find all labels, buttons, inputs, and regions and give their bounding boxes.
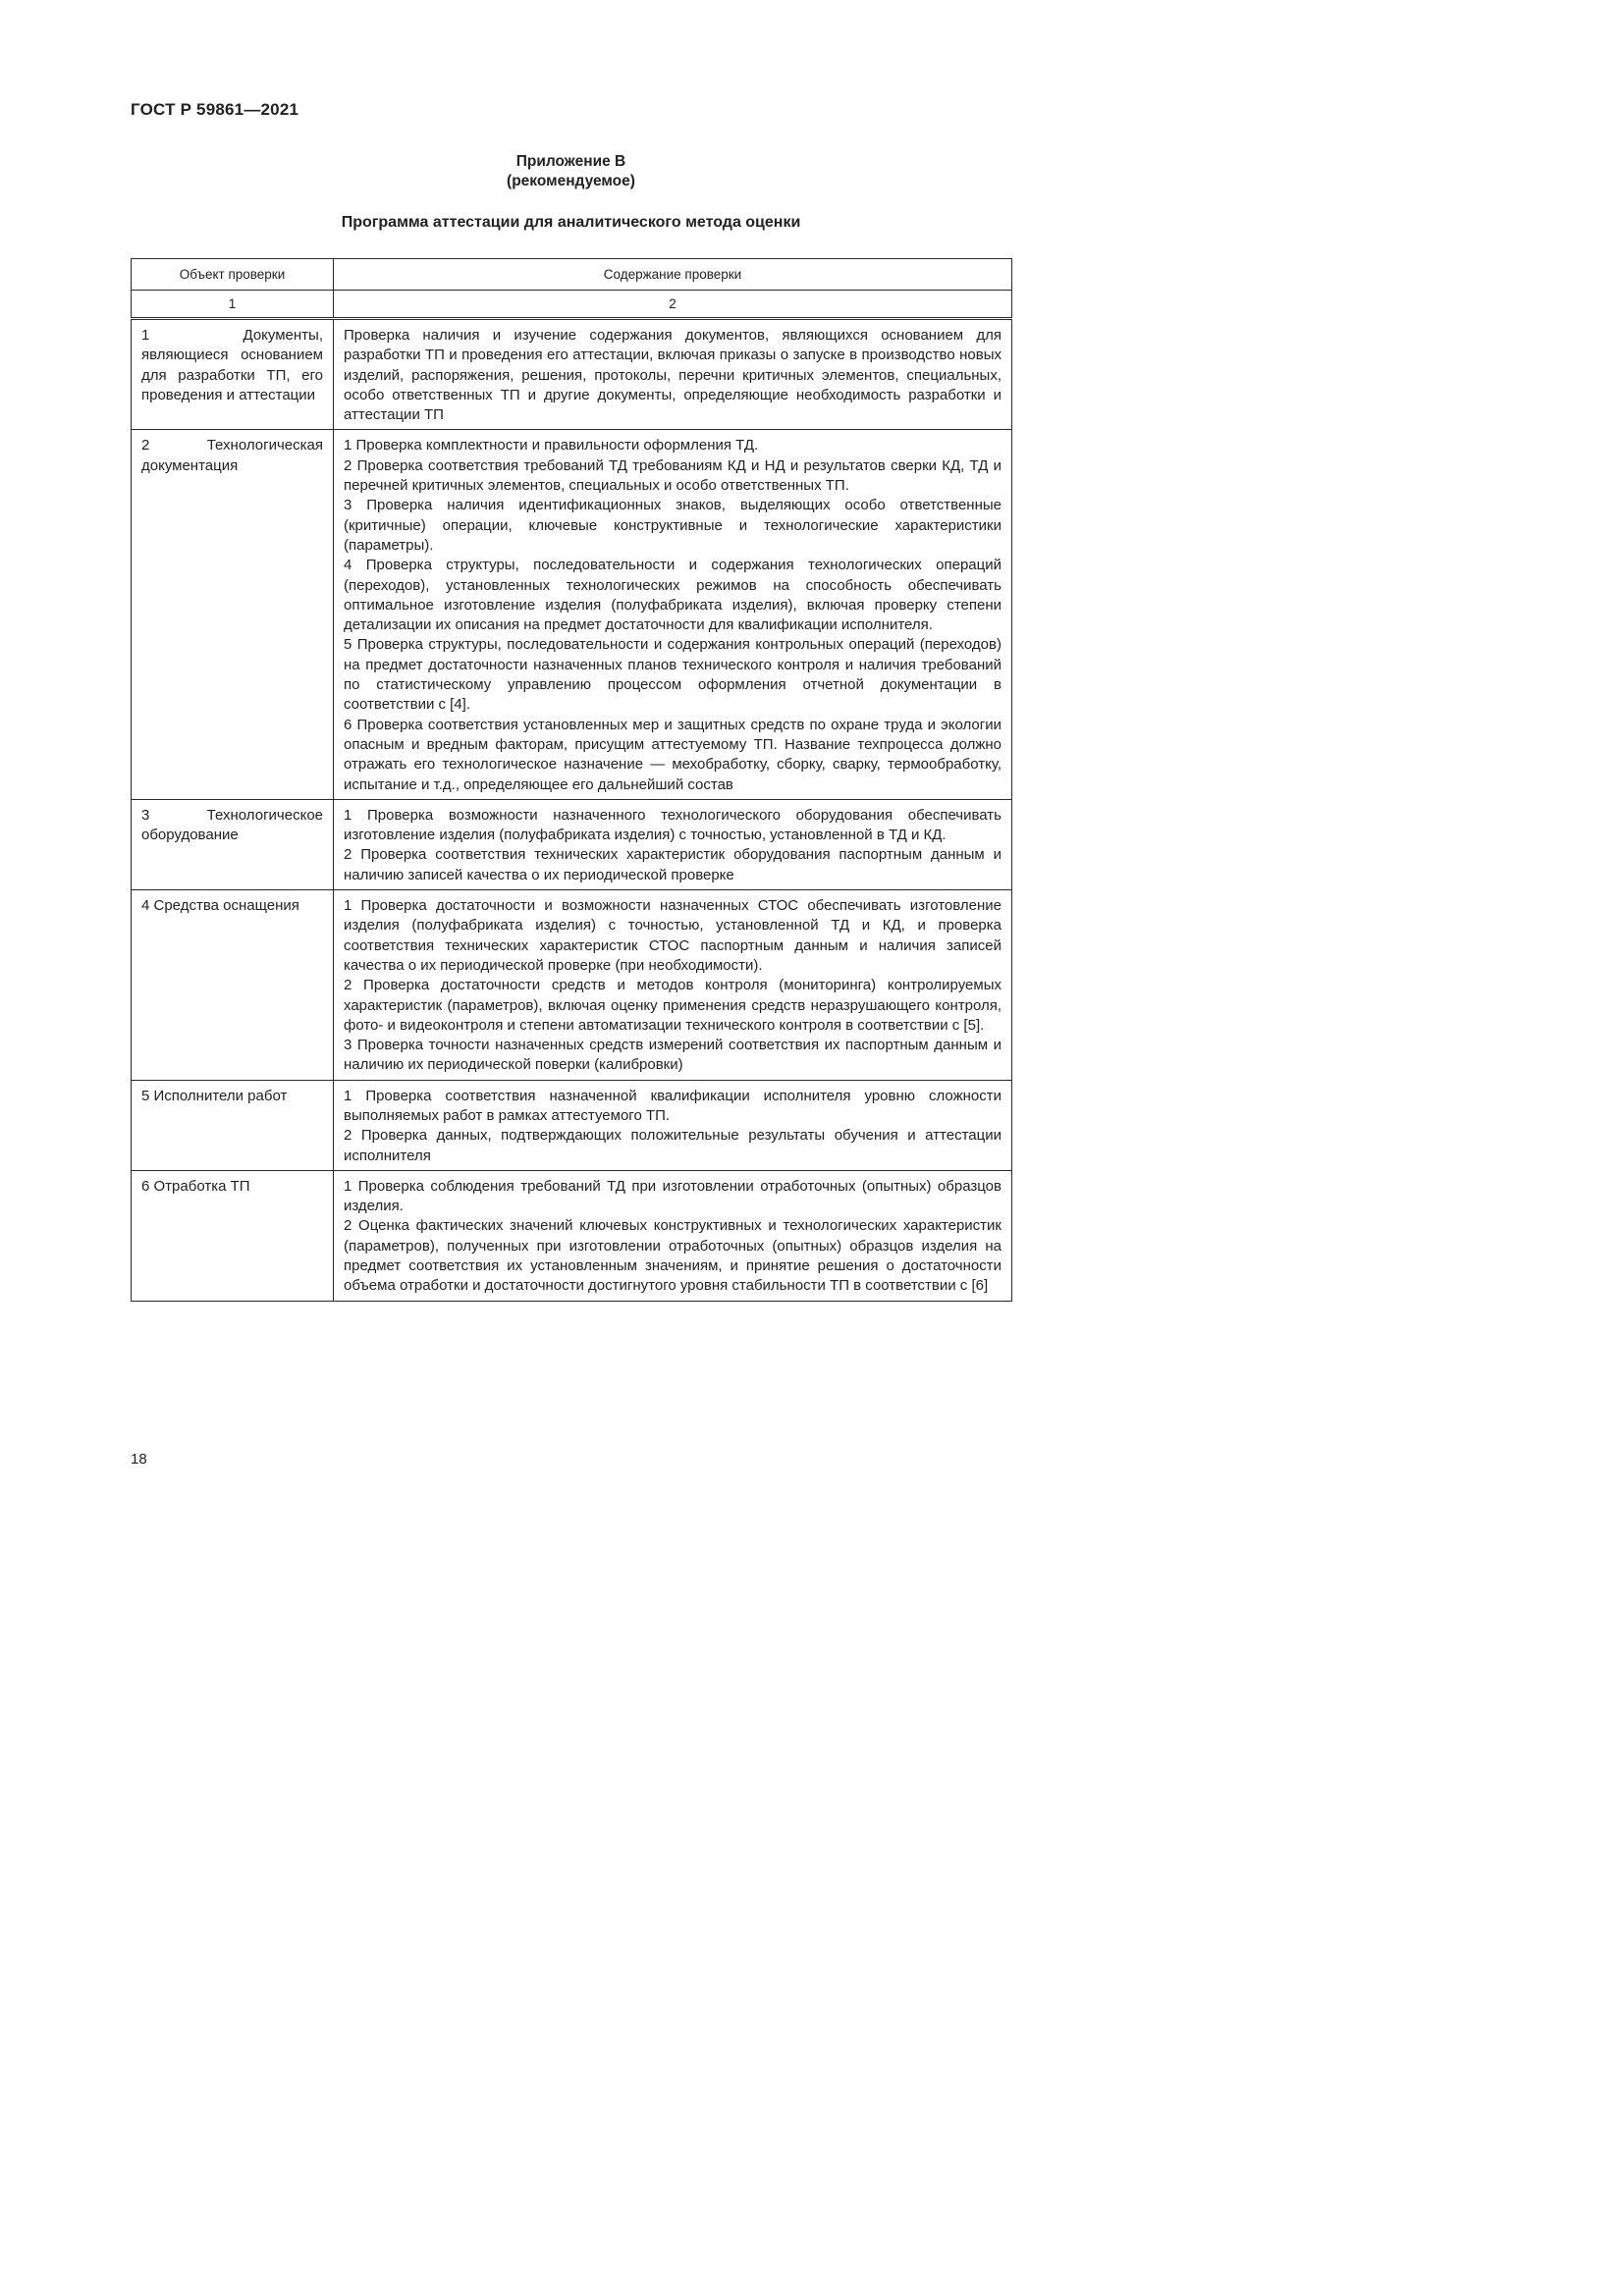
check-item: 2 Проверка соответствия требований ТД требованиям КД и НД и результатов сверки КД, ТД и перечней критичных элементов, специальных и особо ответственных ТП.: [344, 456, 1001, 495]
check-item: 5 Проверка структуры, последовательности и содержания контрольных операций (переходов) на предмет достаточности назначенных планов технического контроля и наличия требований по статистическому управлению процессом оформления отчетной документации в соответствии с [4].: [344, 636, 1001, 714]
table-row: [132, 430, 1012, 799]
check-item: 1 Проверка комплектности и правильности оформления ТД.: [344, 437, 759, 454]
attestation-program-table: [131, 258, 1012, 1302]
check-content-cell: [334, 319, 1012, 430]
check-item: 1 Проверка достаточности и возможности назначенных СТОС обеспечивать изготовление изделия (полуфабриката изделия) с точностью, установленной ТД и КД, и проверка соответствия технических характеристик СТОС паспортным данным и наличия записей качества о их периодической проверке (при необходимости).: [344, 897, 1001, 974]
check-item: 2 Оценка фактических значений ключевых конструктивных и технологических характеристик (параметров), полученных при изготовлении отработочных (опытных) образцов изделия на предмет соответствия их установленным значениям, и принятие решения о достаточности объема отработки и достаточности достигнутого уровня стабильности ТП в соответствии с [6]: [344, 1217, 1001, 1295]
annex-title: Приложение В: [515, 153, 626, 170]
page-number: 18: [131, 1451, 147, 1468]
check-item: 3 Проверка точности назначенных средств измерений соответствия их паспортным данным и наличию их периодической поверки (калибровки): [344, 1037, 1001, 1074]
check-object-cell: 2 Технологическая документация: [132, 430, 334, 799]
check-item: 3 Проверка наличия идентификационных знаков, выделяющих особо ответственные (критичные) операции, ключевые конструктивные и технологические характеристики (параметры).: [344, 497, 1001, 554]
table-row: [132, 890, 1012, 1081]
table-body: [132, 319, 1012, 1302]
table-row: [132, 1080, 1012, 1170]
table-row: [132, 799, 1012, 889]
check-content-cell: [334, 890, 1012, 1081]
check-item: Проверка наличия и изучение содержания документов, являющихся основанием для разработки ТП и проведения его аттестации, включая приказы о запуске в производство новых изделий, распоряжения, решения, протоколы, перечни критичных элементов, специальных, особо ответственных ТП и другие документы, определяющие необходимость разработки и аттестации ТП: [344, 327, 1001, 424]
table-row: [132, 319, 1012, 430]
column-number-row: [132, 291, 1012, 319]
table-row: [132, 1170, 1012, 1301]
column-header-object: Объект проверки: [132, 259, 334, 291]
check-content-cell: [334, 430, 1012, 799]
check-content-cell: [334, 1080, 1012, 1170]
column-number-1: 1: [132, 291, 334, 319]
document-code: ГОСТ Р 59861—2021: [131, 100, 299, 119]
program-title: Программа аттестации для аналитического метода оценки: [341, 214, 801, 231]
check-item: 6 Проверка соответствия установленных мер и защитных средств по охране труда и экологии опасным и вредным факторам, присущим аттестуемому ТП. Название техпроцесса должно отражать его технологическое назначение — мехобработку, сборку, сварку, термообработку, испытание и т.д., определяющее его дальнейший состав: [344, 716, 1001, 793]
check-item: 4 Проверка структуры, последовательности и содержания технологических операций (переходов), установленных технологических режимов на способность обеспечивать оптимальное изготовление изделия (полуфабриката изделия), включая проверку степени детализации их описания на предмет достаточности для квалификации исполнителя.: [344, 557, 1001, 634]
check-object-cell: 4 Средства оснащения: [132, 890, 334, 1081]
check-item: 2 Проверка данных, подтверждающих положительные результаты обучения и аттестации исполнителя: [344, 1127, 1001, 1164]
check-item: 1 Проверка соответствия назначенной квалификации исполнителя уровню сложности выполняемых работ в рамках аттестуемого ТП.: [344, 1087, 1001, 1124]
check-object-cell: 5 Исполнители работ: [132, 1080, 334, 1170]
check-object-cell: 1 Документы, являющиеся основанием для разработки ТП, его проведения и аттестации: [132, 319, 334, 430]
check-object-cell: 6 Отработка ТП: [132, 1170, 334, 1301]
column-header-content: Содержание проверки: [334, 259, 1012, 291]
column-number-2: 2: [334, 291, 1012, 319]
check-content-cell: [334, 1170, 1012, 1301]
check-item: 1 Проверка возможности назначенного технологического оборудования обеспечивать изготовление изделия (полуфабриката изделия) с точностью, установленной в ТД и КД.: [344, 806, 1001, 844]
check-item: 2 Проверка соответствия технических характеристик оборудования паспортным данным и наличию записей качества о их периодической проверке: [344, 846, 1001, 883]
check-content-cell: [334, 799, 1012, 889]
check-object-cell: 3 Технологическое оборудование: [132, 799, 334, 889]
check-item: 1 Проверка соблюдения требований ТД при изготовлении отработочных (опытных) образцов изделия.: [344, 1177, 1001, 1215]
annex-status: (рекомендуемое): [507, 173, 635, 189]
table-header-row: [132, 259, 1012, 291]
check-item: 2 Проверка достаточности средств и методов контроля (мониторинга) контролируемых характеристик (параметров), включая оценку применения средств неразрушающего контроля, фото- и видеоконтроля и степени автоматизации технического контроля в соответствии с [5].: [344, 977, 1001, 1034]
